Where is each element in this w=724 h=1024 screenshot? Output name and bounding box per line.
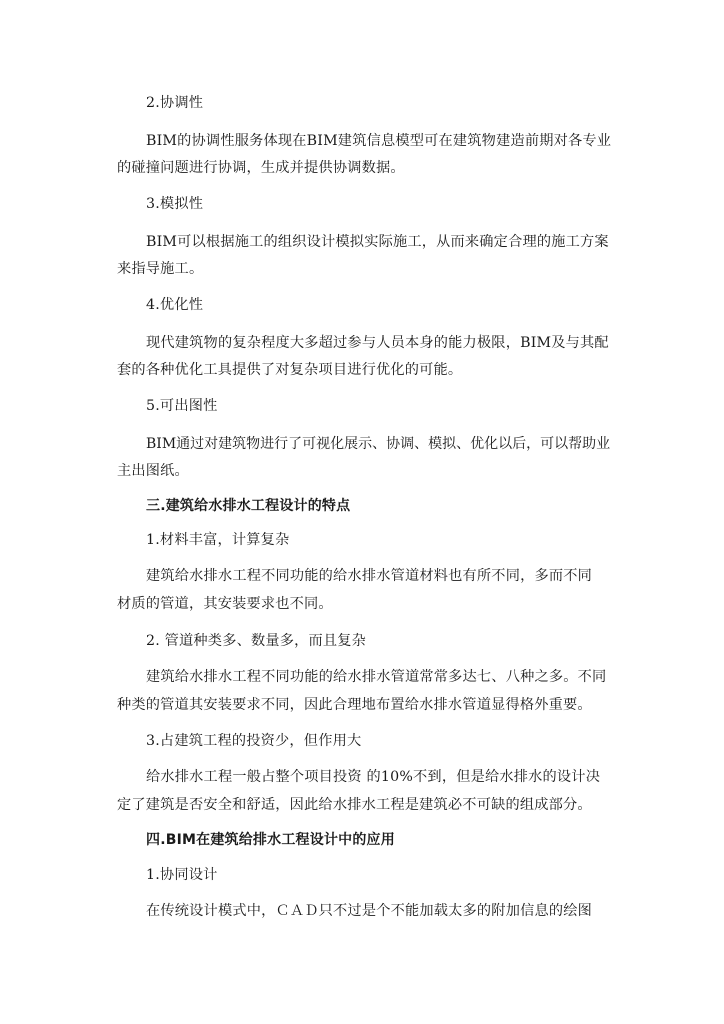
paragraph-line: 在传统设计模式中，ＣＡＤ只不过是个不能加载太多的附加信息的绘图 (146, 903, 593, 919)
paragraph-line: 的碰撞问题进行协调，生成并提供协调数据。 (117, 160, 405, 176)
paragraph-line: 材质的管道，其安装要求也不同。 (117, 596, 333, 612)
heading-coordination: 2.协调性 (146, 95, 204, 111)
paragraph-line: 建筑给水排水工程不同功能的给水排水管道常常多达七、八种之多。不同 (146, 669, 607, 685)
heading-features-item1: 1.材料丰富，计算复杂 (146, 532, 290, 548)
paragraph-line: BIM可以根据施工的组织设计模拟实际施工，从而来确定合理的施工方案 (146, 234, 609, 250)
paragraph-line: 定了建筑是否安全和舒适，因此给水排水工程是建筑必不可缺的组成部分。 (117, 797, 592, 813)
heading-features-item3: 3.占建筑工程的投资少，但作用大 (146, 733, 362, 749)
heading-simulation: 3.模拟性 (146, 196, 204, 212)
heading-drawing: 5.可出图性 (146, 398, 218, 414)
paragraph-line: 建筑给水排水工程不同功能的给水排水管道材料也有所不同，多而不同 (146, 568, 593, 584)
paragraph-line: 来指导施工。 (117, 261, 204, 277)
section-title-application: 四.BIM在建筑给排水工程设计中的应用 (146, 832, 395, 848)
paragraph-line: 套的各种优化工具提供了对复杂项目进行优化的可能。 (117, 362, 463, 378)
paragraph-line: 主出图纸。 (117, 463, 189, 479)
section-title-features: 三.建筑给水排水工程设计的特点 (146, 498, 351, 514)
paragraph-line: BIM的协调性服务体现在BIM建筑信息模型可在建筑物建造前期对各专业 (146, 133, 612, 149)
heading-features-item2: 2. 管道种类多、数量多，而且复杂 (146, 633, 367, 649)
paragraph-line: BIM通过对建筑物进行了可视化展示、协调、模拟、优化以后，可以帮助业 (146, 436, 611, 452)
paragraph-line: 给水排水工程一般占整个项目投资 的10%不到，但是给水排水的设计决 (146, 769, 601, 785)
paragraph-line: 现代建筑物的复杂程度大多超过参与人员本身的能力极限，BIM及与其配 (146, 335, 609, 351)
heading-application-item1: 1.协同设计 (146, 867, 218, 883)
heading-optimization: 4.优化性 (146, 297, 204, 313)
paragraph-line: 种类的管道其安装要求不同，因此合理地布置给水排水管道显得格外重要。 (117, 697, 592, 713)
